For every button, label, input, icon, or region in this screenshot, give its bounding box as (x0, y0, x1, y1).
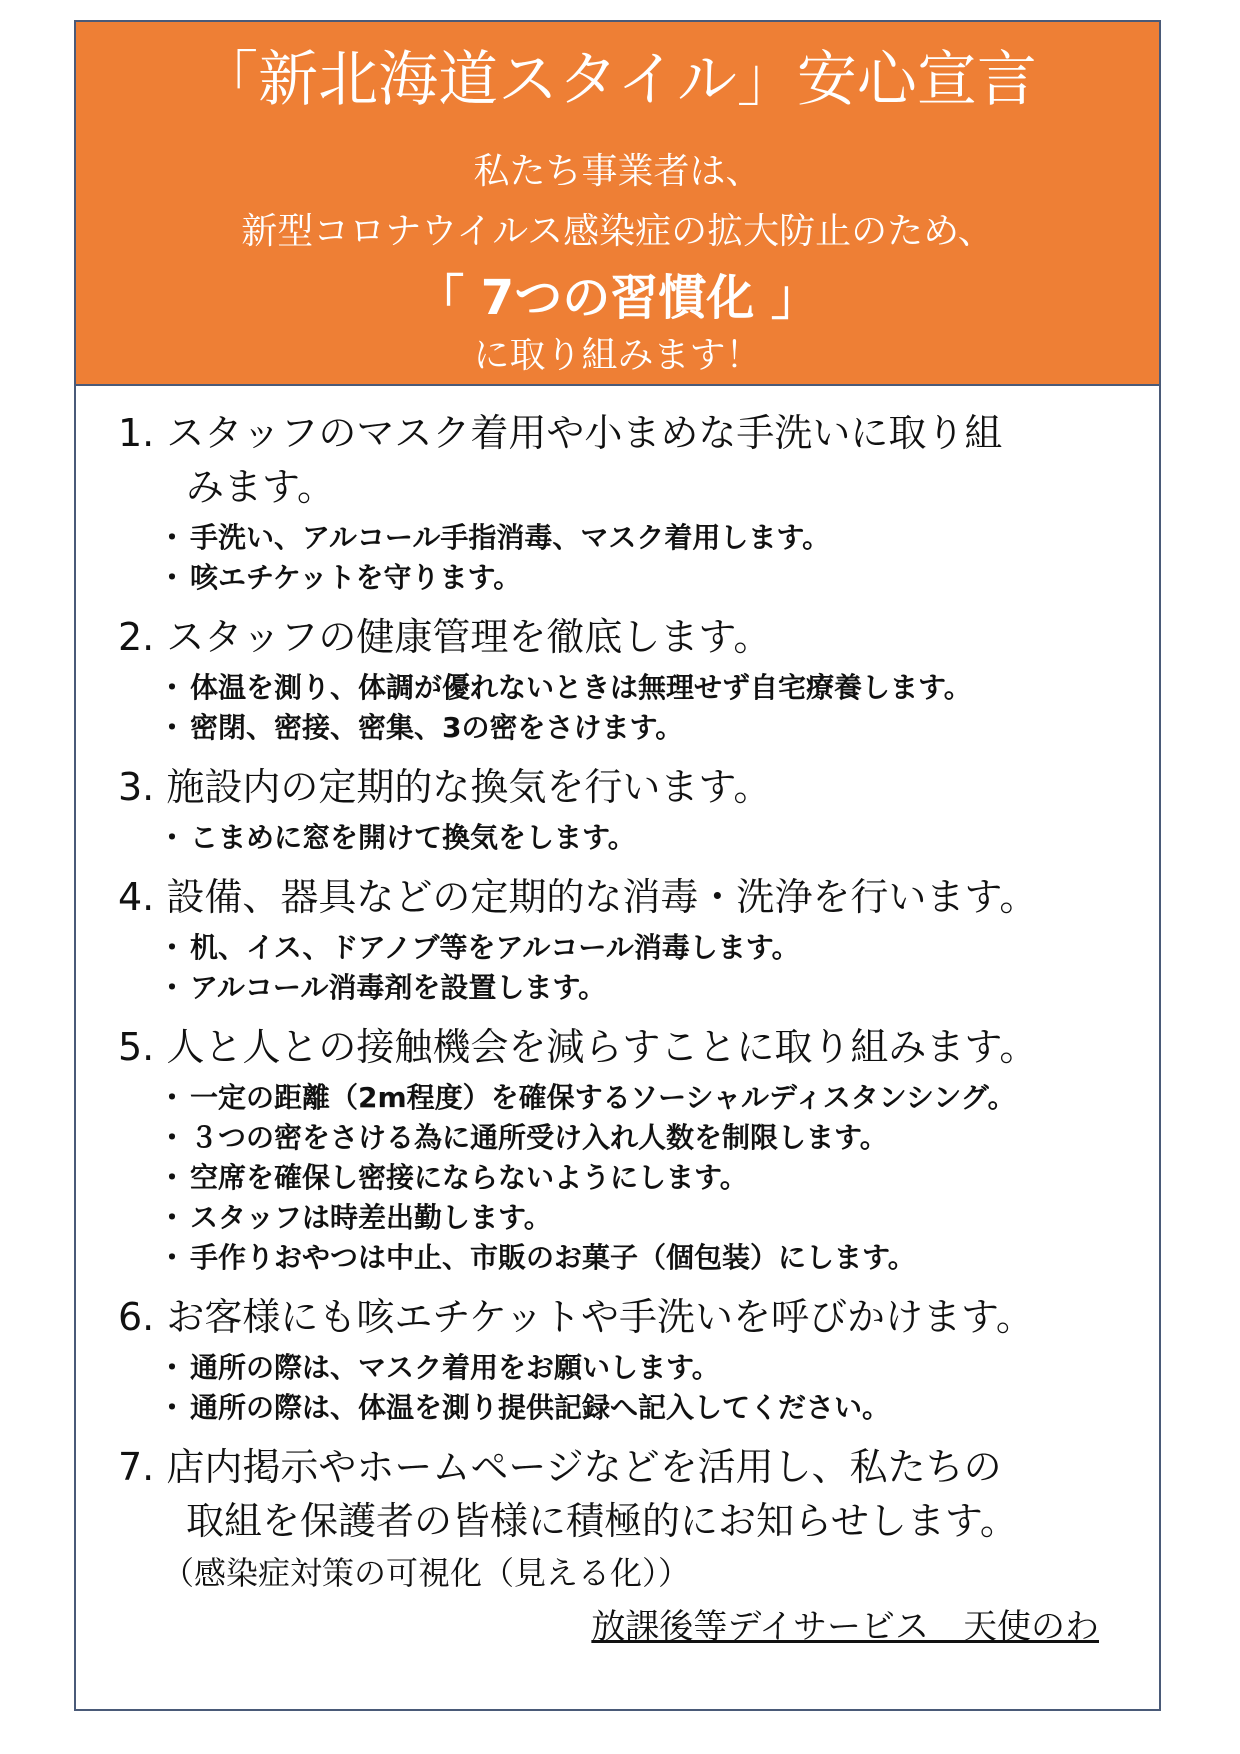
habit-item-2 (118, 610, 771, 664)
habit-subitem: ・ 一定の距離（2m程度）を確保するソーシャルディスタンシング。 (158, 1081, 1016, 1114)
header-line-3: 「 7つの習慣化 」 (416, 270, 819, 326)
habit-number: 4. (118, 875, 155, 919)
habit-text: 設備、器具などの定期的な消毒・洗浄を行います。 (166, 875, 1038, 919)
page-title: 「新北海道スタイル」安心宣言 (198, 45, 1037, 115)
habit-text: 店内掲示やホームページなどを活用し、私たちの (166, 1445, 1002, 1489)
habit-subitem: ・ 手洗い、アルコール手指消毒、マスク着用します。 (158, 521, 831, 554)
habit-item-5 (118, 1020, 1037, 1074)
habit-subitem: ・ 机、イス、ドアノブ等をアルコール消毒します。 (158, 931, 800, 964)
habit-subitem: ・ 手作りおやつは中止、市販のお菓子（個包装）にします。 (158, 1241, 916, 1274)
organization-name: 放課後等デイサービス 天使のわ (591, 1607, 1099, 1647)
habit-subitem: ・ 咳エチケットを守ります。 (158, 561, 522, 594)
habit-number: 7. (118, 1445, 155, 1489)
habit-subitem: ・ スタッフは時差出勤します。 (158, 1201, 552, 1234)
header-line-1: 私たち事業者は、 (473, 151, 762, 192)
habit-text: スタッフのマスク着用や小まめな手洗いに取り組 (166, 411, 1003, 455)
habit-number: 6. (118, 1295, 155, 1339)
habit-text: 施設内の定期的な換気を行います。 (166, 765, 772, 809)
declaration-poster (74, 20, 1161, 1711)
habit-text-continued: 取組を保護者の皆様に積極的にお知らせします。 (186, 1499, 1018, 1543)
habit-text: お客様にも咳エチケットや手洗いを呼びかけます。 (166, 1295, 1034, 1339)
habit-item-7 (118, 1440, 1018, 1548)
header-banner (76, 22, 1159, 386)
header-line-2: 新型コロナウイルス感染症の拡大防止のため、 (241, 211, 994, 252)
habit-text-continued: みます。 (186, 465, 335, 509)
habit-number: 3. (118, 765, 155, 809)
visualization-note: （感染症対策の可視化（見える化）） (162, 1554, 691, 1592)
habit-number: 5. (118, 1025, 155, 1069)
header-line-4: に取り組みます！ (473, 335, 762, 376)
habit-subitem: ・ こまめに窓を開けて換気をします。 (158, 821, 636, 854)
habit-subitem: ・ 体温を測り、体調が優れないときは無理せず自宅療養します。 (158, 671, 972, 704)
habit-number: 2. (118, 615, 155, 659)
habit-item-6 (118, 1290, 1034, 1344)
habit-number: 1. (118, 411, 155, 455)
habit-subitem: ・ ３つの密をさける為に通所受け入れ人数を制限します。 (158, 1121, 888, 1154)
habit-subitem: ・ 空席を確保し密接にならないようにします。 (158, 1161, 748, 1194)
habit-item-4 (118, 870, 1037, 924)
habit-text: スタッフの健康管理を徹底します。 (166, 615, 772, 659)
habit-subitem: ・ 通所の際は、マスク着用をお願いします。 (158, 1351, 720, 1384)
habit-subitem: ・ 通所の際は、体温を測り提供記録へ記入してください。 (158, 1391, 891, 1424)
habit-subitem: ・ 密閉、密接、密集、3の密をさけます。 (158, 711, 684, 744)
habit-item-3 (118, 760, 771, 814)
habit-subitem: ・ アルコール消毒剤を設置します。 (158, 971, 607, 1004)
habit-item-1 (118, 406, 1002, 514)
habit-text: 人と人との接触機会を減らすことに取り組みます。 (166, 1025, 1038, 1069)
